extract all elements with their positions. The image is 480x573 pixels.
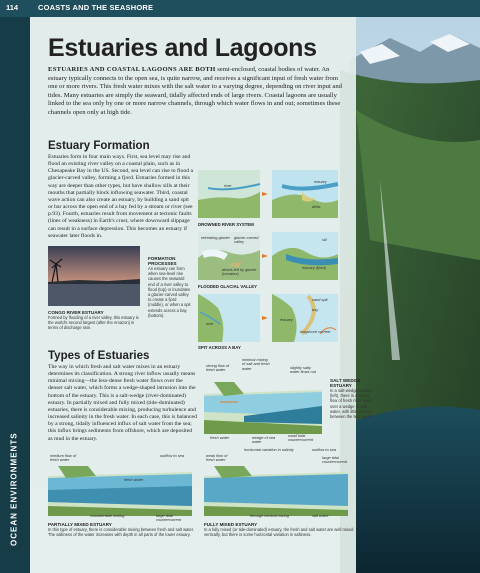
estuary-formation-heading: Estuary Formation [48, 140, 150, 152]
page-number: 114 [6, 3, 19, 12]
fully-mixed-caption [204, 522, 354, 537]
label-estuary-3: estuary [280, 317, 293, 322]
fm-label-horizontal-variation: horizontal variation in salinity [244, 447, 294, 452]
fm-label-countercurrent: large tidal countercurrent [322, 455, 348, 465]
pm-label-medium-flow: medium flow of fresh water [50, 453, 77, 463]
partially-mixed-caption [48, 522, 198, 537]
congo-caption-title: CONGO RIVER ESTUARY [48, 310, 104, 315]
label-estuary-1: estuary [314, 179, 327, 184]
partially-mixed-caption-title: PARTIALLY MIXED ESTUARY [48, 522, 112, 527]
congo-caption-text: Formed by flooding of a river valley, this estuary is the world's second largest (after the Amazon) in terms of discharge rate. [48, 315, 139, 331]
running-head: COASTS AND THE SEASHORE [38, 3, 154, 12]
section-sidebar [0, 17, 30, 573]
fm-label-vertical-mixing: through vertical mixing [250, 513, 289, 518]
label-sand-spit: sand spit [312, 297, 328, 302]
intro-text: semi-enclosed, coastal bodies of water. An estuary typically connects to the open sea, is quite narrow, and receives a significant input of fresh water from one or more rivers. This fresh water mixes with the salt water to a varying degree, depending on river input and tides. Many estuaries are simply the seaward, tidally affected ends of large rivers. Coastal lagoons are usually linked to the sea only by one or more narrow channels, through which water flows in and out; sometimes these channels open only at high tide. [48, 66, 342, 116]
spit-title: SPIT ACROSS A BAY [198, 345, 241, 350]
fm-label-salt-water: salt water [312, 513, 329, 518]
intro-lead: ESTUARIES AND COASTAL LAGOONS ARE BOTH [48, 66, 216, 73]
fully-mixed-diagram [204, 466, 348, 516]
label-longshore: longshore current [300, 329, 331, 334]
congo-caption [48, 310, 144, 331]
fully-mixed-caption-text: In a fully mixed (or tide-dominated) estuary, the fresh and salt water are well mixed vertically, but there is some horizontal variation in saltiness. [204, 527, 354, 538]
partially-mixed-diagram [48, 466, 192, 516]
label-sill: sill [322, 237, 327, 242]
fm-label-outflow: outflow to sea [312, 447, 337, 452]
salt-wedge-caption-text: In a salt-wedge estuary (left), there is a strong flow of fresh river water over a wedge of salt water, with little mixing between the two layers. [330, 388, 374, 420]
sw-label-minimal-mixing: minimal mixing of salt and fresh water [242, 357, 270, 371]
drowned-river-diagram [198, 170, 338, 218]
label-moraine: debris left by glacier (moraine) [222, 267, 257, 277]
label-bay: bay [312, 307, 319, 312]
salt-wedge-diagram [204, 382, 322, 434]
formation-caption-title: FORMATION PROCESSES [148, 256, 177, 266]
label-fjord: estuary (fjord) [302, 265, 326, 270]
fully-mixed-caption-title: FULLY MIXED ESTUARY [204, 522, 258, 527]
drowned-river-title: DROWNED RIVER SYSTEM [198, 222, 254, 227]
partially-mixed-caption-text: In this type of estuary, there is considerable mixing between fresh and salt water. The saltiness of the water increases with depth in all parts of the lower estuary. [48, 527, 195, 538]
label-river-3: river [206, 321, 214, 326]
salt-wedge-caption-title: SALT WEDGE ESTUARY [330, 378, 361, 388]
sw-label-salty-out: slightly salty water flows out [290, 365, 316, 375]
section-title: OCEAN ENVIRONMENTS [9, 432, 19, 546]
page-title: Estuaries and Lagoons [48, 34, 317, 62]
estuary-formation-text: Estuaries form in four main ways. First, sea level may rise and flood an existing river valley on a coastal plain, such as in Chesapeake Bay in the US. Second, sea level can rise to flood a glacier-carved valley, forming a fjord. Estuaries formed in this way are deeper than other types, but have shallow sills at their mouths that partially block inflowing seawater. Third, coastal wave action can also create an estuary, by building a sand spit or bar across the open end of a bay fed by a stream or river (see p.93). Fourth, estuaries result from movement at tectonic faults (lines of weakness) in Earth's crust, where downward slippage can result in a surface depression. This becomes an estuary if seawater later floods in. [48, 154, 193, 239]
sw-label-wedge: wedge of sea water [252, 435, 276, 445]
sw-label-strong-flow: strong flow of fresh water [206, 363, 230, 373]
fm-label-weak-flow: weak flow of fresh water [206, 453, 228, 463]
types-heading: Types of Estuaries [48, 350, 150, 362]
label-glacier-valley: glacier-carved valley [234, 235, 259, 245]
pm-label-mixing: considerable mixing [90, 513, 125, 518]
types-text: The way in which fresh and salt water mixes in an estuary determines its classification. A strong river inflow usually means minimal mixing—the less-dense fresh water flows over the denser salt water, which forms a wedge-shaped intrusion into the bottom of the estuary. This is a salt-wedge (river-dominated) estuary. In partially mixed and fully mixed (tide-dominated) estuaries, there is considerable mixing, producing turbulence and increased salinity in the fresh water. In each case, this is balanced by a strong, tidally influenced influx of salt water from the sea; this influx brings sediments from offshore, which are deposited as mud in the estuary. [48, 364, 197, 442]
glacial-valley-title: FLOODED GLACIAL VALLEY [198, 284, 258, 289]
formation-caption [148, 256, 192, 318]
salt-wedge-caption [330, 378, 376, 419]
pm-label-outflow: outflow to sea [160, 453, 185, 458]
label-retreating-glacier: retreating glacier [201, 235, 230, 240]
intro-paragraph [48, 66, 348, 118]
formation-caption-text: An estuary can form when sea-level rise causes the seaward end of a river valley to flood (top) or inundates a glacier-carved valley to create a fjord (middle), or when a spit extends across a bay (bottom). [148, 266, 191, 318]
sw-label-fresh: fresh water [210, 435, 230, 440]
label-river-1: river [224, 183, 232, 188]
sw-label-countercurrent: small tidal countercurrent [288, 433, 314, 443]
label-delta: delta [312, 204, 321, 209]
pm-label-countercurrent: large tidal countercurrent [156, 513, 182, 523]
pm-label-fresh: fresh water [124, 477, 144, 482]
congo-estuary-photo [48, 246, 140, 306]
